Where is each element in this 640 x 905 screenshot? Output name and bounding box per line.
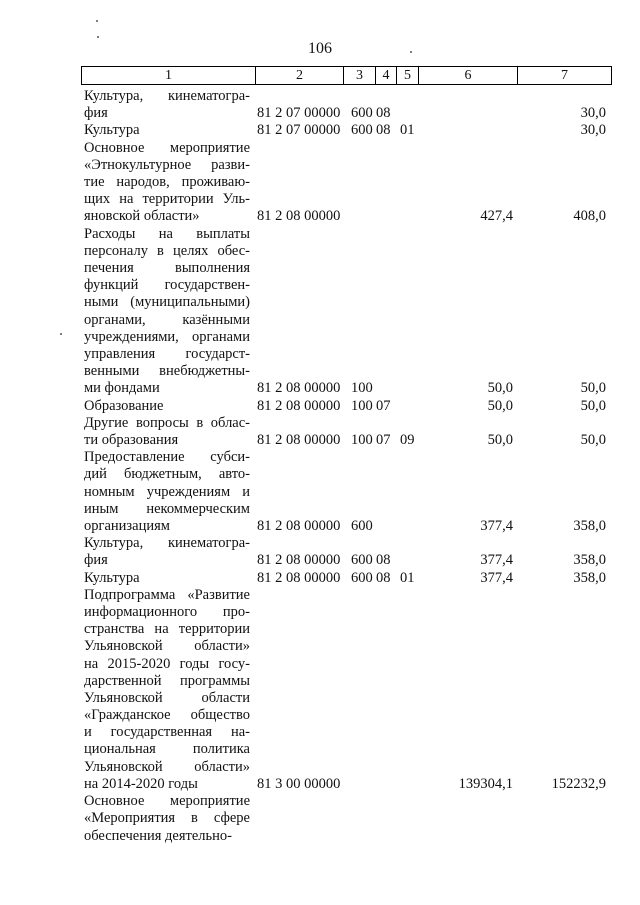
target-article-code: 81 2 08 00000 — [257, 431, 341, 448]
description-line: ными (муниципальными) — [84, 294, 250, 311]
subsection-code: 01 — [400, 569, 415, 586]
description-line: дий бюджетным, авто- — [84, 466, 250, 483]
value-2017: 50,0 — [580, 397, 606, 414]
description-line: ми фондами — [84, 380, 160, 397]
description-line: яновской области» — [84, 208, 200, 225]
header-col-6: 6 — [419, 67, 518, 84]
description-line: «Этнокультурное разви- — [84, 156, 250, 173]
description-line: щих на территории Уль- — [84, 191, 250, 208]
table-row — [0, 587, 640, 793]
scan-speck — [96, 20, 98, 22]
subsection-code: 09 — [400, 431, 415, 448]
value-2016: 50,0 — [487, 380, 513, 397]
target-article-code: 81 2 08 00000 — [257, 569, 341, 586]
target-article-code: 81 2 08 00000 — [257, 517, 341, 534]
section-code: 08 — [376, 105, 391, 122]
description-line: Ульяновской области» — [84, 758, 250, 775]
description-line: Культура, кинематогра- — [84, 88, 250, 104]
row-description — [84, 122, 250, 139]
row-description — [84, 793, 250, 845]
description-line: Основное мероприятие — [84, 793, 250, 810]
table-row — [0, 140, 640, 226]
target-article-code: 81 2 07 00000 — [257, 105, 341, 122]
value-2017: 30,0 — [580, 122, 606, 139]
value-2017: 30,0 — [580, 105, 606, 122]
description-line: Другие вопросы в облас- — [84, 414, 250, 431]
row-description — [84, 415, 250, 449]
description-line: обеспечения деятельно- — [84, 827, 232, 844]
value-2016: 50,0 — [487, 431, 513, 448]
description-line: персоналу в целях обес- — [84, 242, 250, 259]
scan-speck — [60, 333, 62, 335]
description-line: фия — [84, 552, 108, 569]
description-line: Расходы на выплаты — [84, 225, 250, 242]
value-2017: 50,0 — [580, 431, 606, 448]
header-col-1: 1 — [82, 67, 256, 84]
value-2017: 50,0 — [580, 380, 606, 397]
target-article-code: 81 2 08 00000 — [257, 380, 341, 397]
table-row — [0, 122, 640, 139]
description-line: дарственной программы — [84, 672, 250, 689]
value-2017: 358,0 — [573, 552, 606, 569]
expense-type-code: 600 — [351, 122, 373, 139]
description-line: Ульяновской области» — [84, 638, 250, 655]
expense-type-code: 600 — [351, 105, 373, 122]
description-line: ти образования — [84, 431, 179, 448]
table-row — [0, 535, 640, 569]
description-line: «Мероприятия в сфере — [84, 810, 250, 827]
value-2016: 377,4 — [480, 552, 513, 569]
value-2017: 358,0 — [573, 569, 606, 586]
target-article-code: 81 2 07 00000 — [257, 122, 341, 139]
section-code: 08 — [376, 122, 391, 139]
row-description — [84, 570, 250, 587]
expense-type-code: 100 — [351, 431, 373, 448]
description-line: на 2014-2020 годы — [84, 775, 198, 792]
description-line: Подпрограмма «Развитие — [84, 586, 250, 603]
subsection-code: 01 — [400, 122, 415, 139]
table-row — [0, 793, 640, 845]
value-2016: 50,0 — [487, 397, 513, 414]
table-row — [0, 415, 640, 449]
value-2017: 408,0 — [573, 208, 606, 225]
header-col-7: 7 — [561, 68, 568, 83]
value-2017: 358,0 — [573, 517, 606, 534]
value-2017: 152232,9 — [551, 775, 606, 792]
expense-type-code: 100 — [351, 397, 373, 414]
value-2016: 377,4 — [480, 569, 513, 586]
row-description — [84, 88, 250, 122]
description-line: венными внебюджетны- — [84, 363, 250, 380]
page-number: 106 — [308, 40, 332, 57]
target-article-code: 81 2 08 00000 — [257, 397, 341, 414]
section-code: 07 — [376, 397, 391, 414]
description-line: странства на территории — [84, 621, 250, 638]
description-line: на 2015-2020 годы госу- — [84, 655, 250, 672]
value-2016: 377,4 — [480, 517, 513, 534]
section-code: 07 — [376, 431, 391, 448]
scan-speck — [410, 51, 412, 53]
header-col-4: 4 — [376, 67, 397, 84]
description-line: печения выполнения — [84, 259, 250, 276]
expense-type-code: 600 — [351, 552, 373, 569]
expense-type-code: 600 — [351, 569, 373, 586]
description-line: учреждениями, органами — [84, 328, 250, 345]
section-code: 08 — [376, 552, 391, 569]
header-col-5: 5 — [397, 67, 419, 84]
row-description — [84, 587, 250, 793]
description-line: функций государствен- — [84, 277, 250, 294]
table-row — [0, 226, 640, 398]
row-description — [84, 140, 250, 226]
description-line: иным некоммерческим — [84, 500, 250, 517]
row-description — [84, 226, 250, 398]
table-row — [0, 88, 640, 122]
description-line: номным учреждениям и — [84, 483, 250, 500]
target-article-code: 81 2 08 00000 — [257, 208, 341, 225]
description-line: управления государст- — [84, 345, 250, 362]
section-code: 08 — [376, 569, 391, 586]
table-header — [81, 66, 612, 85]
table-row — [0, 398, 640, 415]
scan-speck — [97, 36, 99, 38]
description-line: и государственная на- — [84, 724, 250, 741]
expense-type-code: 600 — [351, 517, 373, 534]
table-row — [0, 449, 640, 535]
value-2016: 139304,1 — [458, 775, 513, 792]
description-line: циональная политика — [84, 741, 250, 758]
header-col-2: 2 — [256, 67, 344, 84]
description-line: Ульяновской области — [84, 689, 250, 706]
row-description — [84, 535, 250, 569]
row-description — [84, 398, 250, 415]
value-2016: 427,4 — [480, 208, 513, 225]
row-description — [84, 449, 250, 535]
description-line: Основное мероприятие — [84, 139, 250, 156]
expense-type-code: 100 — [351, 380, 373, 397]
description-line: организациям — [84, 517, 170, 534]
description-line: органами, казёнными — [84, 311, 250, 328]
header-col-3: 3 — [344, 67, 376, 84]
description-line: тие народов, проживаю- — [84, 173, 250, 190]
table-row — [0, 570, 640, 587]
description-line: Предоставление субси- — [84, 449, 250, 466]
description-line: Культура, кинематогра- — [84, 535, 250, 552]
description-line: Образование — [84, 397, 164, 414]
description-line: Культура — [84, 122, 140, 139]
target-article-code: 81 3 00 00000 — [257, 775, 341, 792]
description-line: Культура — [84, 569, 140, 586]
description-line: «Гражданское общество — [84, 707, 250, 724]
description-line: фия — [84, 105, 108, 122]
target-article-code: 81 2 08 00000 — [257, 552, 341, 569]
description-line: информационного про- — [84, 603, 250, 620]
